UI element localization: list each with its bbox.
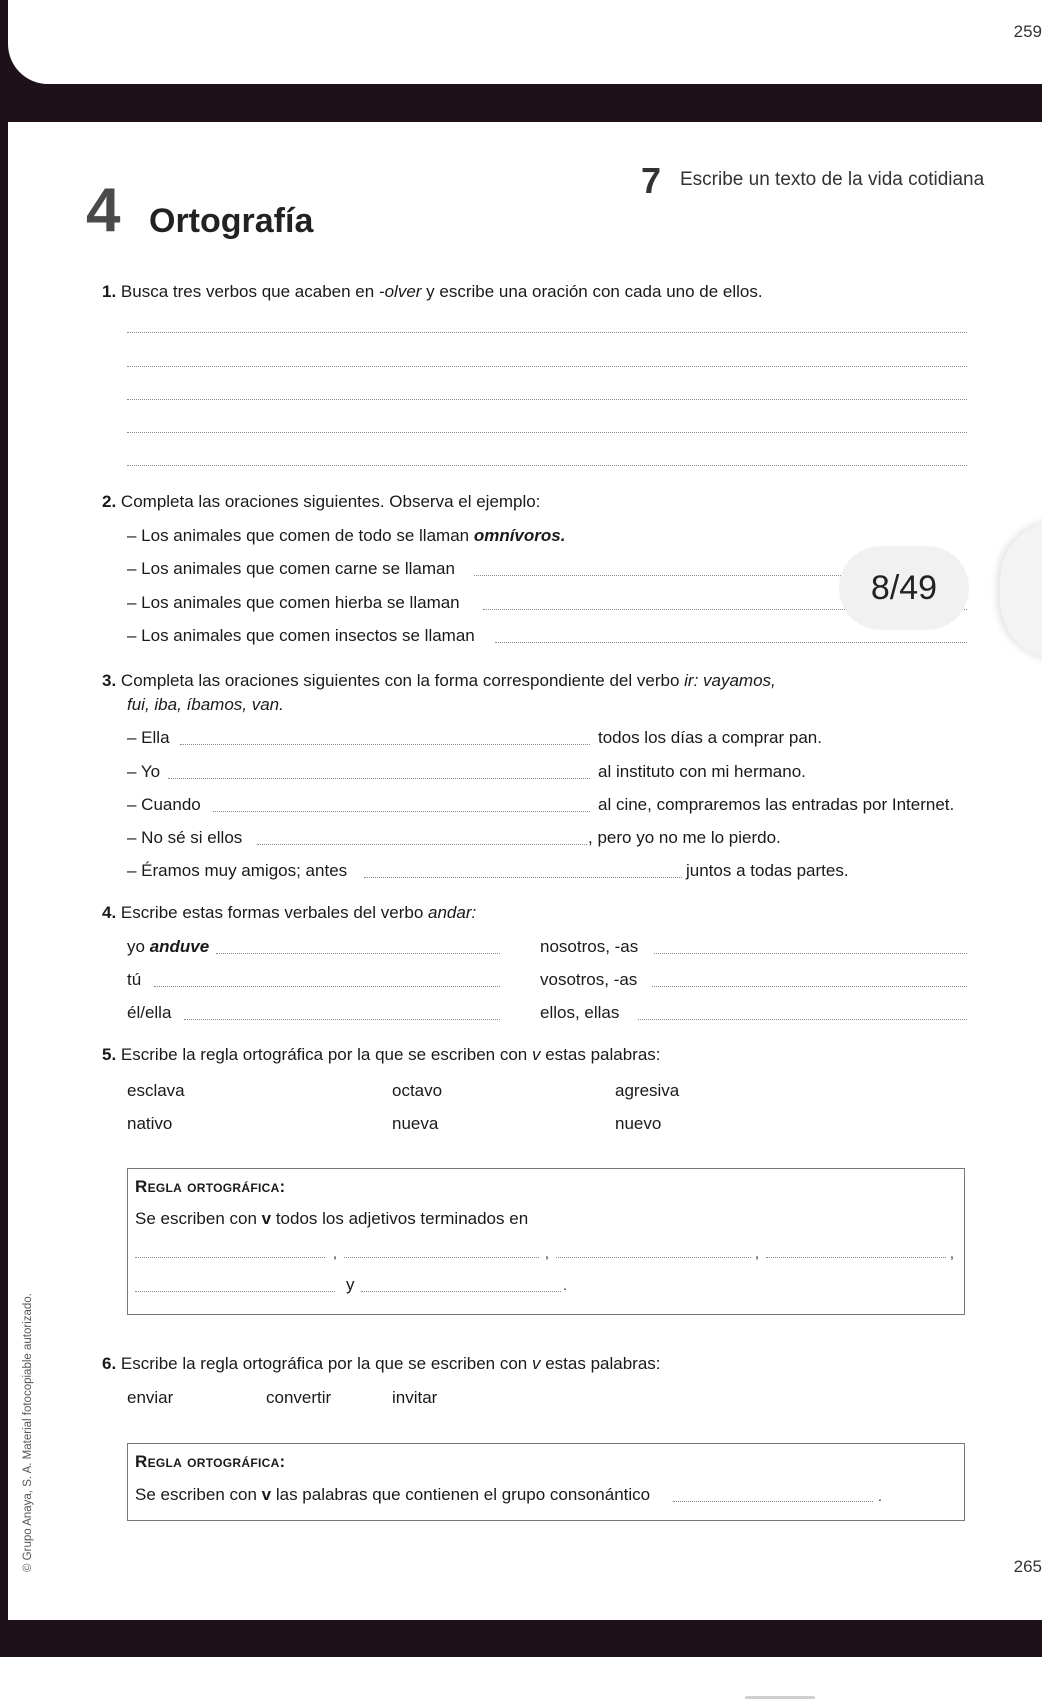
question-3-text: Completa las oraciones siguientes con la forma correspondiente del verbo: [120, 671, 685, 690]
section7-number: 7: [641, 160, 662, 201]
q3-row-start: – Éramos muy amigos; antes: [127, 861, 348, 880]
question-1-suffix: -olver: [378, 282, 422, 301]
section7-title: Escribe un texto de la vida cotidiana: [680, 169, 985, 190]
rule-text: [135, 1485, 650, 1505]
rule-text-end: todos los adjetivos terminados en: [271, 1209, 529, 1228]
answer-line[interactable]: [127, 399, 967, 400]
example-answer: omnívoros.: [473, 526, 566, 545]
question-6-text-end: estas palabras:: [540, 1354, 661, 1373]
q5-word: nueva: [392, 1114, 439, 1133]
separator-comma: ,: [545, 1245, 549, 1261]
question-1: [102, 282, 763, 302]
answer-line[interactable]: [556, 1257, 751, 1258]
rule-text: [135, 1209, 528, 1229]
page-counter-badge: 8/49: [839, 546, 969, 630]
section-number: 4: [86, 176, 121, 245]
q2-item: – Los animales que comen hierba se llaman: [127, 593, 460, 612]
q3-row-end: , pero yo no me lo pierdo.: [588, 828, 781, 847]
question-5-number: 5.: [102, 1045, 117, 1064]
q2-item: – Los animales que comen insectos se llaman: [127, 626, 475, 645]
question-5: [102, 1045, 661, 1065]
question-5-letter: v: [531, 1045, 541, 1064]
question-6: [102, 1354, 661, 1374]
question-4-verb: andar:: [428, 903, 477, 922]
page-number: 265: [1013, 1557, 1042, 1576]
answer-line[interactable]: [257, 844, 587, 845]
question-6-letter: v: [531, 1354, 541, 1373]
answer-line[interactable]: [652, 986, 967, 987]
question-2-number: 2.: [102, 492, 117, 511]
section-title: Ortografía: [149, 202, 314, 240]
separator-comma: ,: [333, 1245, 337, 1261]
answer-line[interactable]: [638, 1019, 967, 1020]
q6-word: invitar: [392, 1388, 438, 1407]
rule-title: Regla ortográfica:: [135, 1452, 286, 1471]
example-sentence: [127, 526, 565, 546]
q5-word: esclava: [127, 1081, 185, 1100]
answer-line[interactable]: [184, 1019, 500, 1020]
conjunction-y: y: [346, 1275, 355, 1294]
q3-row-end: al instituto con mi hermano.: [598, 762, 806, 781]
question-4-text: Escribe estas formas verbales del verbo: [120, 903, 429, 922]
question-3: [102, 671, 776, 691]
answer-line[interactable]: [127, 332, 967, 333]
answer-line[interactable]: [216, 953, 500, 954]
rule-text-end: las palabras que contienen el grupo consonántico: [271, 1485, 651, 1504]
answer-line[interactable]: [168, 778, 590, 779]
rule-title: Regla ortográfica:: [135, 1177, 286, 1196]
rule-letter: v: [261, 1485, 272, 1504]
answer-line[interactable]: [654, 953, 967, 954]
next-page-edge: [0, 1657, 1042, 1700]
copyright-credit: © Grupo Anaya, S. A. Material fotocopiable autorizado.: [22, 1293, 34, 1572]
q3-row-start: – Cuando: [127, 795, 201, 814]
previous-page-edge: [8, 0, 1042, 84]
q3-row-start: – Ella: [127, 728, 170, 747]
question-1-text: Busca tres verbos que acaben en: [120, 282, 379, 301]
q5-word: nativo: [127, 1114, 173, 1133]
answer-line[interactable]: [361, 1291, 561, 1292]
q4-el-label: él/ella: [127, 1003, 172, 1022]
home-indicator[interactable]: [745, 1696, 815, 1699]
question-6-number: 6.: [102, 1354, 117, 1373]
q2-item: – Los animales que comen carne se llaman: [127, 559, 455, 578]
rule-box-6: [127, 1443, 965, 1521]
question-2-text: Completa las oraciones siguientes. Observa el ejemplo:: [120, 492, 541, 511]
answer-line[interactable]: [127, 432, 967, 433]
q3-row-start: – No sé si ellos: [127, 828, 243, 847]
answer-line[interactable]: [127, 366, 967, 367]
rule-text-start: Se escriben con: [135, 1485, 262, 1504]
q4-yo-label: [127, 937, 209, 957]
answer-line[interactable]: [135, 1291, 335, 1292]
answer-line[interactable]: [154, 986, 500, 987]
q5-word: agresiva: [615, 1081, 680, 1100]
question-1-text-end: y escribe una oración con cada uno de ellos.: [421, 282, 763, 301]
question-5-text-end: estas palabras:: [540, 1045, 661, 1064]
answer-line[interactable]: [344, 1257, 539, 1258]
answer-line[interactable]: [135, 1257, 325, 1258]
separator-comma: ,: [950, 1245, 954, 1261]
period: .: [563, 1277, 567, 1293]
q4-example-form: anduve: [149, 937, 210, 956]
question-5-text: Escribe la regla ortográfica por la que se escriben con: [120, 1045, 532, 1064]
example-text: – Los animales que comen de todo se llaman: [127, 526, 474, 545]
q4-pronoun: yo: [127, 937, 145, 956]
q4-tu-label: tú: [127, 970, 142, 989]
separator-comma: ,: [755, 1245, 759, 1261]
q3-row-end: todos los días a comprar pan.: [598, 728, 822, 747]
q5-word: nuevo: [615, 1114, 662, 1133]
answer-line[interactable]: [364, 877, 682, 878]
period: .: [878, 1488, 882, 1504]
question-1-number: 1.: [102, 282, 117, 301]
question-3-number: 3.: [102, 671, 117, 690]
answer-line[interactable]: [127, 465, 967, 466]
q3-row-end: al cine, compraremos las entradas por Internet.: [598, 795, 955, 814]
answer-line[interactable]: [495, 642, 967, 643]
q3-row-end: juntos a todas partes.: [686, 861, 849, 880]
q3-row-start: – Yo: [127, 762, 161, 781]
question-2: [102, 492, 540, 512]
question-3-verb-forms: fui, iba, íbamos, van.: [127, 695, 284, 714]
question-6-text: Escribe la regla ortográfica por la que se escriben con: [120, 1354, 532, 1373]
question-3-verb: ir: vayamos,: [684, 671, 776, 690]
answer-line[interactable]: [673, 1501, 873, 1502]
rule-text-start: Se escriben con: [135, 1209, 262, 1228]
answer-line[interactable]: [180, 744, 590, 745]
q4-vosotros-label: vosotros, -as: [540, 970, 638, 989]
worksheet-page: [8, 122, 1042, 1620]
question-4: [102, 903, 476, 923]
rule-letter: v: [261, 1209, 272, 1228]
q6-word: enviar: [127, 1388, 174, 1407]
question-4-number: 4.: [102, 903, 117, 922]
q4-nosotros-label: nosotros, -as: [540, 937, 639, 956]
rule-box-5: [127, 1168, 965, 1315]
q6-word: convertir: [266, 1388, 332, 1407]
previous-page-number: 259: [1013, 22, 1042, 41]
answer-line[interactable]: [213, 811, 590, 812]
q4-ellos-label: ellos, ellas: [540, 1003, 620, 1022]
q5-word: octavo: [392, 1081, 443, 1100]
answer-line[interactable]: [766, 1257, 946, 1258]
